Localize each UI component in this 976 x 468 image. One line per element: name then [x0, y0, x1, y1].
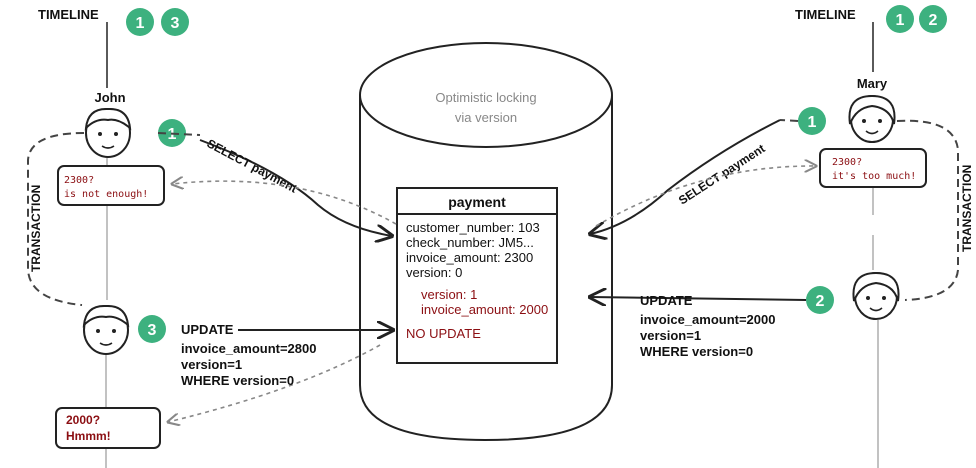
svg-text:WHERE version=0: WHERE version=0 [640, 344, 754, 359]
john-transaction-label: TRANSACTION [29, 184, 43, 272]
john-name: John [94, 90, 126, 105]
timeline-left-label: TIMELINE [38, 7, 99, 22]
payment-field-version: version: 0 [406, 265, 463, 280]
svg-text:UPDATE: UPDATE [640, 293, 693, 308]
svg-text:version=1: version=1 [640, 328, 702, 343]
svg-text:3: 3 [147, 322, 157, 339]
john-bubble-1 [58, 166, 164, 205]
payment-table [397, 188, 557, 363]
john-update-statement [181, 322, 316, 388]
svg-text:invoice_amount=2800: invoice_amount=2800 [181, 341, 317, 356]
svg-text:2: 2 [815, 293, 825, 310]
svg-text:2300?: 2300? [64, 175, 95, 186]
mary-transaction-label: TRANSACTION [960, 164, 974, 252]
svg-text:WHERE version=0: WHERE version=0 [181, 373, 295, 388]
mary-transaction-boundary [897, 121, 958, 300]
svg-text:it's too much!: it's too much! [832, 171, 917, 182]
svg-text:UPDATE: UPDATE [181, 322, 234, 337]
svg-text:2000?: 2000? [66, 413, 101, 427]
svg-text:version=1: version=1 [181, 357, 243, 372]
timeline-right [795, 5, 947, 72]
mary-select-arrow [590, 120, 780, 234]
mary-name: Mary [856, 76, 888, 91]
svg-text:3: 3 [170, 15, 180, 32]
mary-bubble-1 [820, 149, 926, 187]
svg-text:1: 1 [135, 15, 145, 32]
mary-avatar-icon [849, 96, 894, 142]
svg-text:Hmmm!: Hmmm! [66, 429, 111, 443]
payment-field-invoice-amount: invoice_amount: 2300 [406, 250, 534, 265]
svg-text:2300?: 2300? [832, 157, 863, 168]
mary-read-return-arrow [596, 166, 816, 226]
mary-update-statement [640, 293, 775, 359]
svg-text:is not enough!: is not enough! [64, 189, 149, 200]
payment-field-customer-number: customer_number: 103 [406, 220, 540, 235]
payment-table-title: payment [448, 194, 506, 210]
no-update-label: NO UPDATE [406, 326, 481, 341]
svg-text:2: 2 [928, 12, 938, 29]
db-caption-line-2: via version [454, 110, 518, 125]
svg-text:1: 1 [895, 12, 905, 29]
payment-updated-version: version: 1 [421, 287, 478, 302]
john-avatar-icon [86, 109, 130, 157]
john-bubble-3 [56, 408, 160, 448]
svg-text:1: 1 [807, 114, 817, 131]
db-caption-line-1: Optimistic locking [435, 90, 537, 105]
john-select-label: SELECT payment [204, 136, 300, 196]
mary-avatar-2-icon [853, 273, 898, 319]
john-avatar-2-icon [84, 306, 128, 354]
svg-text:invoice_amount=2000: invoice_amount=2000 [640, 312, 776, 327]
payment-updated-invoice-amount: invoice_amount: 2000 [421, 302, 549, 317]
timeline-left [38, 7, 189, 88]
timeline-right-label: TIMELINE [795, 7, 856, 22]
mary-update-arrow [590, 297, 806, 300]
payment-field-check-number: check_number: JM5... [406, 235, 534, 250]
mary-select-label: SELECT payment [676, 141, 768, 208]
svg-text:1: 1 [167, 126, 177, 143]
